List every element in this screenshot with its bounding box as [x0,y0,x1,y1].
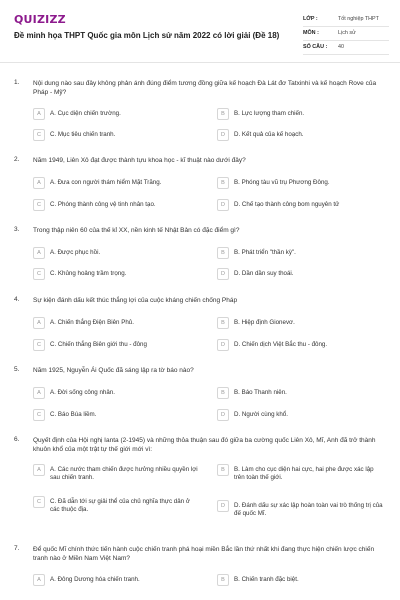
option-key-box: A [33,247,45,259]
question-number: 6. [14,436,20,443]
option-d[interactable] [217,199,382,211]
option-text: C. Phóng thành công vệ tinh nhân tạo. [50,201,156,208]
option-key-box: C [33,496,45,508]
option-key-box: D [217,129,229,141]
option-text: D. Đánh dấu sự xác lập hoàn toàn vai trò thống trị của đế quốc Mĩ. [234,502,383,517]
option-key-box: A [33,108,45,120]
option-key-box: D [217,199,229,211]
question-text: Nội dung nào sau đây không phản ánh đúng điểm tương đồng giữa kế hoạch Đà Lát đơ Tatxinhi và kế hoạch Rove của Pháp - Mỹ? [33,80,377,96]
option-key-box: B [217,247,229,259]
question-number: 5. [14,366,20,373]
option-a[interactable] [33,387,198,399]
option-text: B. Phóng tàu vũ trụ Phương Đông. [234,179,330,186]
option-text: A. Đời sống công nhân. [50,389,115,396]
meta-row-subject [303,27,389,41]
question-number: 3. [14,226,20,233]
option-a[interactable] [33,464,198,482]
option-d[interactable] [217,339,382,351]
option-key-box: A [33,387,45,399]
option-c[interactable] [33,268,198,280]
option-text: A. Cục diện chiến trường. [50,110,121,117]
option-key-box: B [217,317,229,329]
option-b[interactable] [217,464,382,482]
question-number: 7. [14,545,20,552]
option-text: A. Được phục hồi. [50,249,101,256]
option-c[interactable] [33,339,198,351]
option-b[interactable] [217,247,382,259]
question-number: 2. [14,156,20,163]
option-key-box: B [217,177,229,189]
header-divider [0,62,400,63]
option-key-box: D [217,339,229,351]
document-title: Đề minh họa THPT Quốc gia môn Lịch sử năm 2022 có lời giải (Đề 18) [14,31,280,40]
option-text: D. Người cùng khổ. [234,411,288,418]
option-d[interactable] [217,500,382,518]
question-text: Năm 1949, Liên Xô đạt được thành tựu khoa học - kĩ thuật nào dưới đây? [33,157,246,164]
option-a[interactable] [33,317,198,329]
option-key-box: C [33,409,45,421]
option-text: C. Khủng hoảng trầm trọng. [50,270,127,277]
question-text: Năm 1925, Nguyễn Ái Quốc đã sáng lập ra tờ báo nào? [33,367,194,374]
question-text: Để quốc Mĩ chính thức tiến hành cuộc chiến tranh phá hoại miền Bắc lần thứ nhất khi đang thực hiện chiến lược chiến tranh nào ở Miền Nam Việt Nam? [33,546,375,562]
option-c[interactable] [33,199,198,211]
option-key-box: B [217,387,229,399]
question-number: 4. [14,296,20,303]
meta-value: 40 [338,44,344,50]
option-text: A. Các nước tham chiến được hưởng nhiều quyền lợi sau chiến tranh. [50,466,198,481]
option-text: A. Đưa con người thám hiểm Mặt Trăng. [50,179,162,186]
option-key-box: D [217,500,229,512]
option-b[interactable] [217,317,382,329]
option-d[interactable] [217,409,382,421]
option-c[interactable] [33,409,198,421]
option-key-box: B [217,108,229,120]
option-b[interactable] [217,108,382,120]
option-text: B. Báo Thanh niên. [234,389,287,396]
question-text: Trong thập niên 60 của thế kỉ XX, nền kinh tế Nhật Bản có đặc điểm gì? [33,227,240,234]
option-a[interactable] [33,108,198,120]
option-text: D. Chiến dịch Việt Bắc thu - đông. [234,341,328,348]
option-text: A. Đông Dương hóa chiến tranh. [50,576,140,583]
meta-label: SỐ CÂU : [303,44,328,50]
question-text: Quyết định của Hội nghị Ianta (2-1945) và những thỏa thuận sau đó giữa ba cường quốc Liên Xô, Mĩ, Anh đã trở thành khuôn khổ của một trật tự thế giới mới vì: [33,437,376,453]
option-c[interactable] [33,496,198,514]
option-key-box: C [33,199,45,211]
option-key-box: A [33,177,45,189]
option-d[interactable] [217,129,382,141]
question-text: Sự kiện đánh dấu kết thúc thắng lợi của cuộc kháng chiến chống Pháp [33,297,238,304]
option-text: B. Chiến tranh đặc biệt. [234,576,299,583]
option-text: B. Phát triển "thần kỳ". [234,249,296,256]
option-text: B. Hiệp định Gionevơ. [234,319,295,326]
option-key-box: B [217,464,229,476]
option-key-box: D [217,409,229,421]
option-a[interactable] [33,177,198,189]
option-d[interactable] [217,268,382,280]
option-key-box: C [33,339,45,351]
option-b[interactable] [217,387,382,399]
meta-label: LỚP : [303,16,318,22]
option-b[interactable] [217,574,382,586]
option-a[interactable] [33,247,198,259]
option-a[interactable] [33,574,198,586]
option-text: A. Chiến thắng Điện Biên Phủ. [50,319,134,326]
meta-row-class [303,13,389,27]
meta-value: Lịch sử [338,30,356,36]
option-b[interactable] [217,177,382,189]
option-key-box: C [33,268,45,280]
worksheet-meta [303,13,389,55]
quizizz-logo: QUIZIZZ [14,13,66,26]
option-key-box: A [33,464,45,476]
option-key-box: A [33,574,45,586]
option-text: D. Dần dần suy thoái. [234,270,294,277]
option-text: B. Lực lượng tham chiến. [234,110,305,117]
option-text: D. Kết quả của kế hoạch. [234,131,304,138]
option-text: C. Đã dẫn tới sự giải thể của chủ nghĩa thực dân ở các thuộc địa. [50,498,190,513]
meta-row-count [303,41,389,55]
option-text: C. Báo Búa liềm. [50,411,97,418]
meta-label: MÔN : [303,30,319,36]
option-text: B. Làm cho cục diện hai cực, hai phe được xác lập trên toàn thế giới. [234,466,374,481]
option-text: D. Chế tạo thành công bom nguyên tử [234,201,340,208]
option-text: C. Mục tiêu chiến tranh. [50,131,116,138]
option-c[interactable] [33,129,198,141]
option-key-box: D [217,268,229,280]
option-key-box: B [217,574,229,586]
meta-value: Tốt nghiệp THPT [338,16,379,22]
option-text: C. Chiến thắng Biên giới thu - đông [50,341,147,348]
question-number: 1. [14,79,20,86]
option-key-box: A [33,317,45,329]
worksheet-header [0,0,400,62]
option-key-box: C [33,129,45,141]
